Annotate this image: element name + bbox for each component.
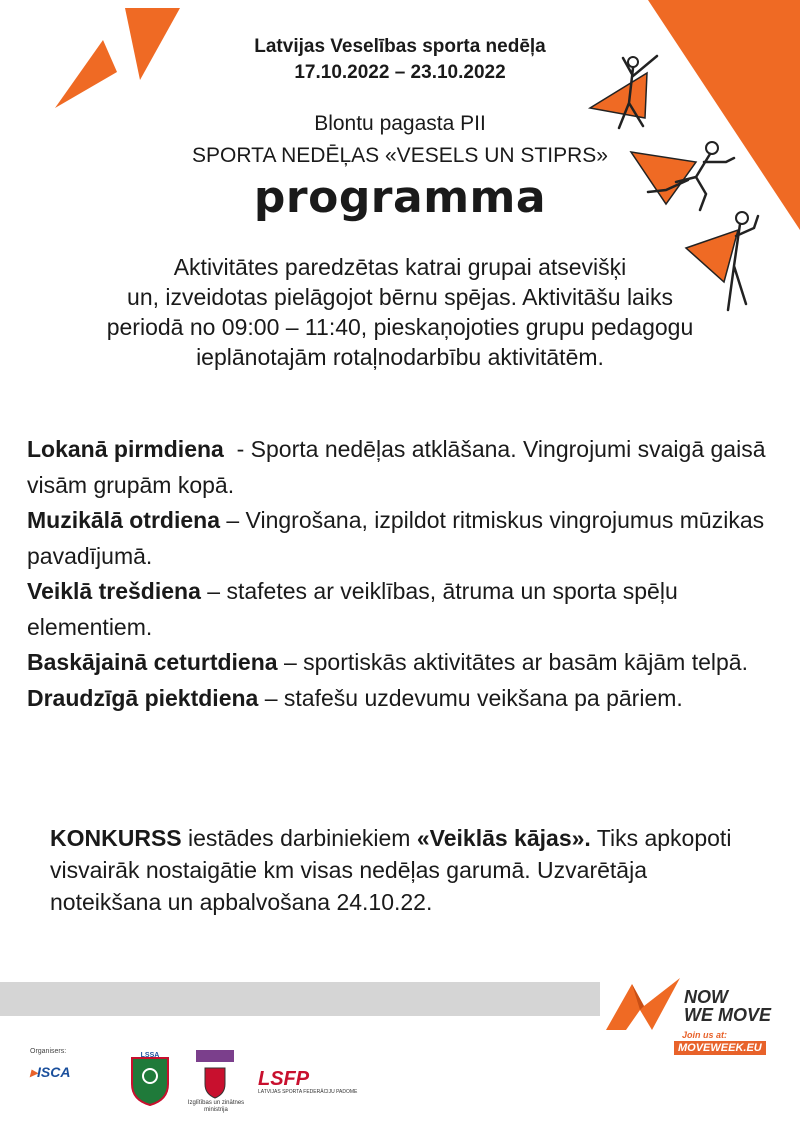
intro-paragraph — [30, 252, 770, 372]
day-name: Veiklā trešdiena — [27, 578, 201, 604]
footer-band — [0, 982, 600, 1016]
isca-logo: ▸ISCA — [30, 1064, 71, 1080]
isca-logo-text: ISCA — [37, 1064, 71, 1080]
lsfp-logo: LSFP — [258, 1068, 310, 1090]
event-header — [0, 34, 800, 86]
contest-text: Tiks apkopoti visvairāk nostaigātie km visas nedēļas garumā. Uzvarētāja noteikšana un apbalvošana 24.10.22. — [50, 825, 732, 915]
list-item — [27, 574, 772, 645]
list-item — [27, 681, 772, 717]
organisers-label: Organisers: — [30, 1048, 67, 1055]
day-name: Lokanā pirmdiena — [27, 436, 224, 462]
list-item — [27, 645, 772, 681]
day-text: - Sporta nedēļas atklāšana. Vingrojumi svaigā gaisā visām grupām kopā. — [27, 436, 772, 498]
week-name: SPORTA NEDĒĻAS «VESELS UN STIPRS» — [192, 144, 608, 167]
event-title: Latvijas Veselības sporta nedēļa — [254, 36, 546, 57]
day-text: – stafetes ar veiklības, ātruma un sporta spēļu elementiem. — [27, 578, 678, 640]
ministry-logo-text: Izglītības un zinātnes ministrija — [187, 1100, 245, 1113]
day-name: Baskājainā ceturtdiena — [27, 649, 278, 675]
event-dates: 17.10.2022 – 23.10.2022 — [294, 62, 506, 83]
now-we-move-text — [684, 988, 771, 1024]
intro-line: un, izveidotas pielāgojot bērnu spējas. Aktivitāšu laiks — [127, 284, 673, 310]
days-list — [27, 432, 772, 716]
list-item — [27, 432, 772, 503]
now-we-move-logo-icon — [604, 976, 684, 1036]
lsfp-logo-subtext: LATVIJAS SPORTA FEDERĀCIJU PADOME — [258, 1089, 358, 1095]
intro-line: periodā no 09:00 – 11:40, pieskaņojoties grupu pedagogu — [106, 314, 694, 340]
list-item — [27, 503, 772, 574]
day-name: Muzikālā otrdiena — [27, 507, 220, 533]
day-text: – stafešu uzdevumu veikšana pa pāriem. — [258, 684, 683, 711]
day-name: Draudzīgā piektdiena — [27, 684, 259, 711]
contest-paragraph — [50, 822, 760, 918]
join-us-text: Join us at: — [682, 1030, 728, 1040]
lssa-logo-text: LSSA — [140, 1052, 160, 1059]
nwm-now: NOW — [684, 987, 728, 1007]
lssa-logo-icon — [130, 1050, 170, 1106]
nwm-we-move: WE MOVE — [684, 1005, 772, 1025]
moveweek-link[interactable]: MOVEWEEK.EU — [674, 1041, 766, 1055]
contest-label: KONKURSS — [50, 825, 182, 851]
contest-text: iestādes darbiniekiem — [181, 825, 417, 851]
organizer-name: Blontu pagasta PII — [314, 112, 486, 135]
intro-line: Aktivitātes paredzētas katrai grupai atsevišķi — [173, 254, 627, 280]
contest-title: «Veiklās kājas». — [416, 825, 591, 851]
organizer-block — [0, 108, 800, 172]
intro-line: ieplānotajām rotaļnodarbību aktivitātēm. — [196, 344, 604, 370]
day-text: – Vingrošana, izpildot ritmiskus vingrojumus mūzikas pavadījumā. — [27, 507, 765, 569]
program-title: programma — [253, 172, 547, 223]
day-text: – sportiskās aktivitātes ar basām kājām telpā. — [277, 649, 748, 675]
